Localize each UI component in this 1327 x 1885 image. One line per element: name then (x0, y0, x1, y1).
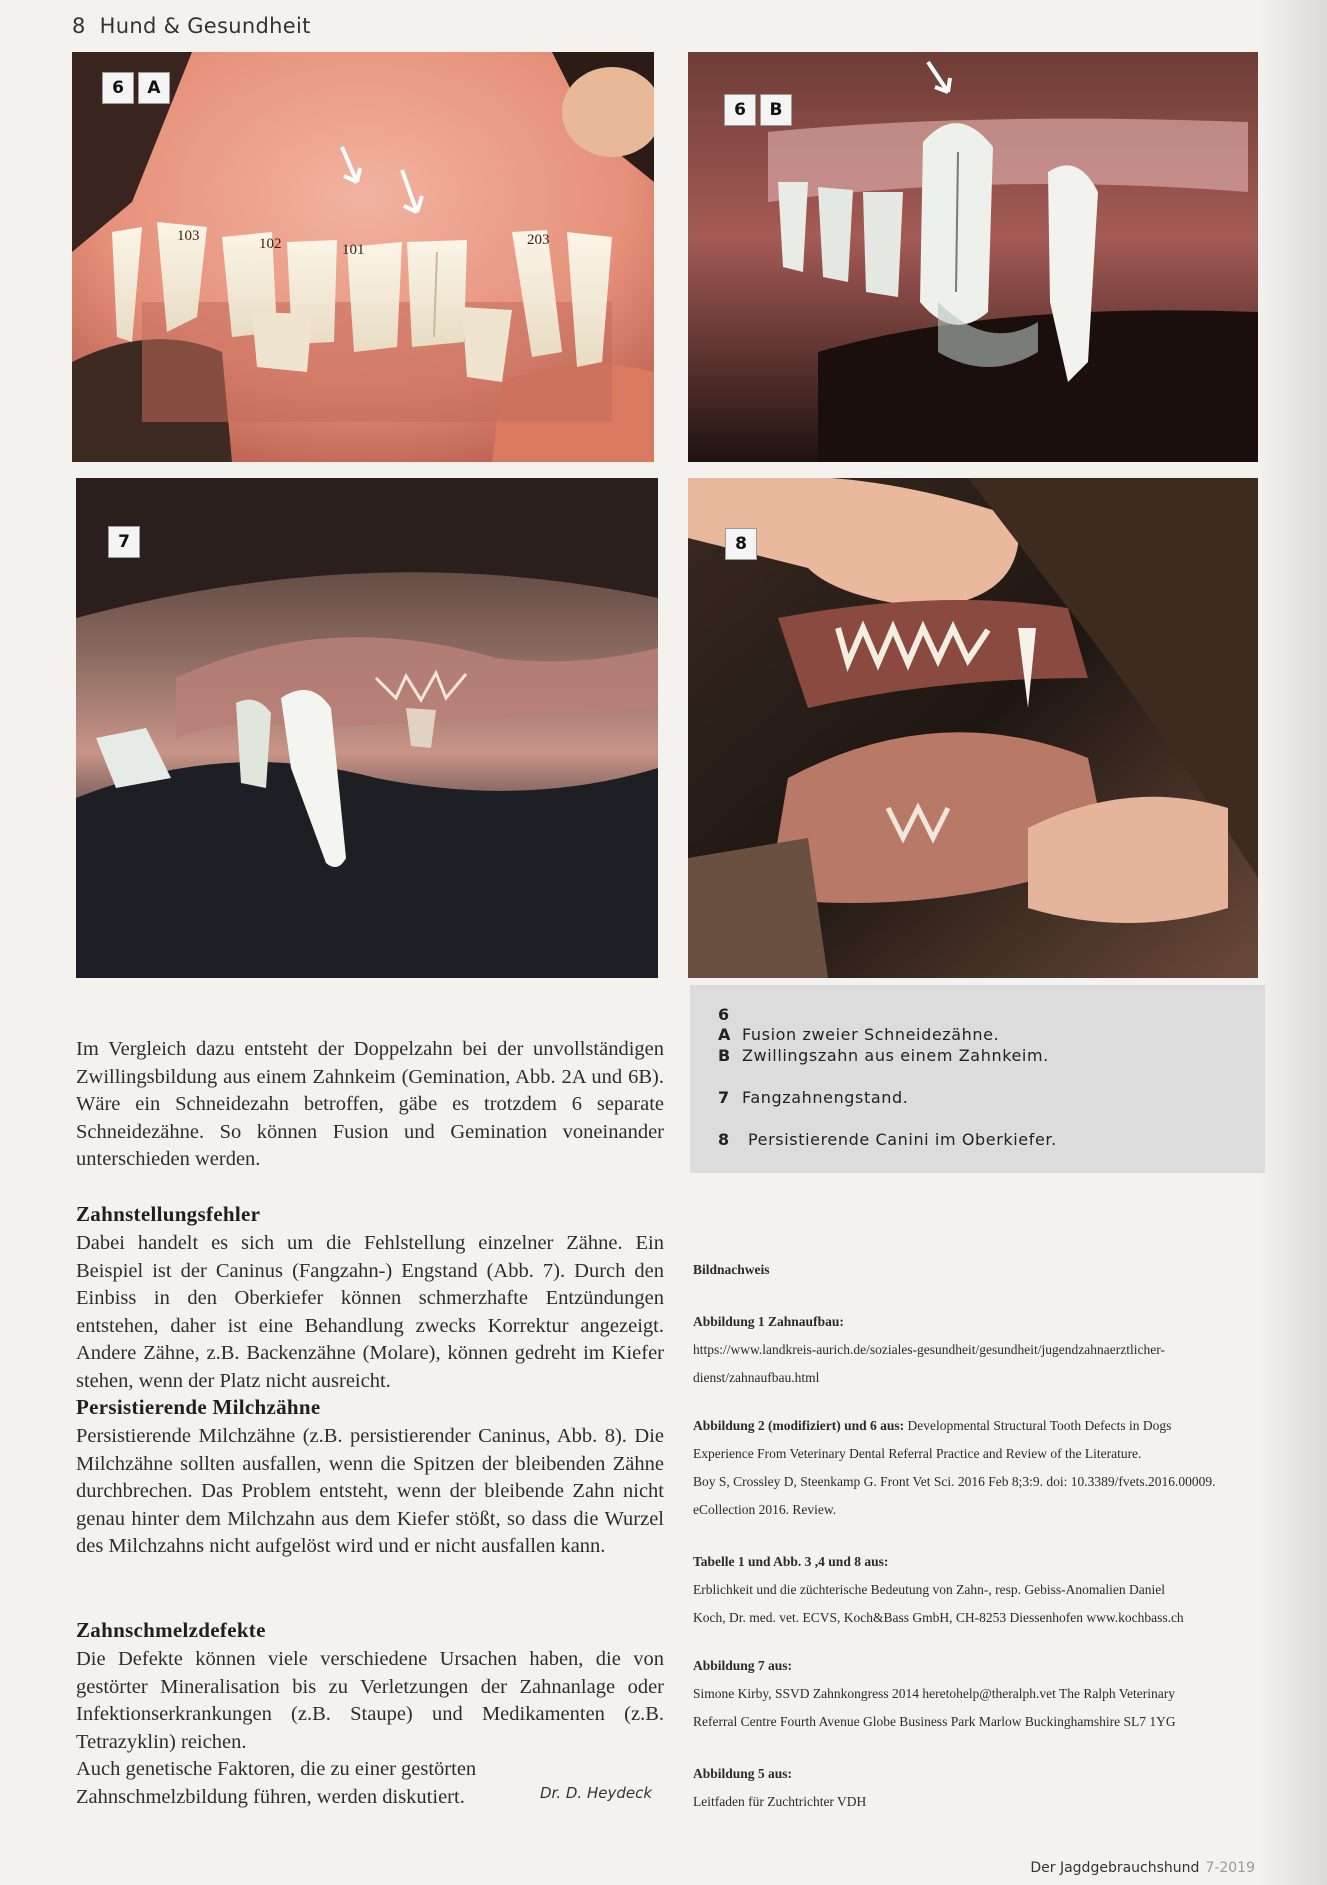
caption-item (718, 1025, 999, 1044)
credit-line: https://www.landkreis-aurich.de/soziales-gesundheit/gesundheit/jugendzahnaerztlicher- (693, 1342, 1165, 1357)
credit-entry (693, 1760, 1253, 1816)
page-number: 8 (72, 14, 86, 38)
photo-7-canine-crowding (76, 478, 658, 978)
caption-key: A (718, 1025, 731, 1044)
caption-item (718, 1130, 1057, 1149)
credit-entry (693, 1308, 1253, 1392)
section-text-continued: Auch genetische Faktoren, die zu einer gestörten Zahnschmelzbildung führen, werden diskutiert. (76, 1758, 477, 1808)
section-text: Die Defekte können viele verschiedene Ursachen haben, die von gestörter Mineralisation bis zu Verletzungen der Zahnanlage oder Infektionserkrankungen (z.B. Staupe) und Medikamenten (z.B. Tetrazyklin) reichen. (76, 1648, 664, 1753)
magazine-name: Der Jagdgebrauchshund (1030, 1860, 1200, 1876)
credit-line: Referral Centre Fourth Avenue Globe Business Park Marlow Buckinghamshire SL7 1YG (693, 1714, 1176, 1729)
caption-key: 7 (718, 1088, 730, 1107)
figure-badge-7 (108, 526, 140, 558)
badge-number: 7 (108, 526, 140, 558)
section-title: Hund & Gesundheit (99, 14, 311, 38)
photo-8-persistent-canines (688, 478, 1258, 978)
badge-number: 8 (725, 528, 757, 560)
page-footer (1030, 1860, 1255, 1876)
figure-badge-6a (102, 72, 170, 104)
caption-group-number: 6 (718, 1005, 730, 1024)
figure-caption-box (690, 985, 1265, 1173)
credit-entry (693, 1548, 1253, 1632)
page-edge-shadow (1257, 0, 1327, 1885)
caption-group (718, 1005, 742, 1024)
credits-title: Bildnachweis (693, 1262, 770, 1277)
badge-number: 6 (724, 94, 756, 126)
caption-item (718, 1088, 908, 1107)
credit-line: eCollection 2016. Review. (693, 1502, 837, 1517)
credits-heading (693, 1262, 1253, 1278)
figure-badge-6b (724, 94, 792, 126)
photo-6a-fused-incisors (72, 52, 654, 462)
badge-letter: B (760, 94, 792, 126)
credit-title: Abbildung 5 aus: (693, 1766, 793, 1781)
credit-title: Tabelle 1 und Abb. 3 ,4 und 8 aus: (693, 1554, 889, 1569)
tooth-label: 203 (527, 232, 550, 248)
credit-entry (693, 1412, 1253, 1524)
caption-text: Fangzahnengstand. (742, 1088, 909, 1107)
photo-6b-twin-tooth (688, 52, 1258, 462)
caption-text: Fusion zweier Schneidezähne. (742, 1025, 1000, 1044)
credit-title: Abbildung 7 aus: (693, 1658, 793, 1673)
credit-line: Developmental Structural Tooth Defects in Dogs (907, 1418, 1172, 1433)
figure-badge-8 (725, 528, 757, 560)
credit-title: Abbildung 1 Zahnaufbau: (693, 1314, 844, 1329)
section-heading: Persistierende Milchzähne (76, 1395, 321, 1419)
credit-line: dienst/zahnaufbau.html (693, 1370, 820, 1385)
tooth-label: 101 (342, 242, 365, 258)
credit-line: Erblichkeit und die züchterische Bedeutung von Zahn-, resp. Gebiss-Anomalien Daniel (693, 1582, 1165, 1597)
caption-key: B (718, 1046, 731, 1065)
credit-line: Simone Kirby, SSVD Zahnkongress 2014 heretohelp@theralph.vet The Ralph Veterinary (693, 1686, 1175, 1701)
credit-line: Boy S, Crossley D, Steenkamp G. Front Vet Sci. 2016 Feb 8;3:9. doi: 10.3389/fvets.2016.00009. (693, 1474, 1216, 1489)
section-text: Dabei handelt es sich um die Fehlstellung einzelner Zähne. Ein Beispiel ist der Caninus (Fangzahn-) Engstand (Abb. 7). Durch den Einbiss in den Oberkiefer können schmerzhafte Entzündungen entstehen, daher ist eine Behandlung zwecks Korrektur angezeigt. Andere Zähne, z.B. Backenzähne (Molare), können gedreht im Kiefer stehen, wenn der Platz nicht ausreicht. (76, 1232, 664, 1392)
badge-number: 6 (102, 72, 134, 104)
caption-key: 8 (718, 1130, 730, 1149)
caption-text: Persistierende Canini im Oberkiefer. (748, 1130, 1057, 1149)
credit-title: Abbildung 2 (modifiziert) und 6 aus: (693, 1418, 905, 1433)
tooth-label: 102 (259, 236, 282, 252)
section-heading: Zahnschmelzdefekte (76, 1618, 266, 1642)
section-heading: Zahnstellungsfehler (76, 1202, 261, 1226)
caption-text: Zwillingszahn aus einem Zahnkeim. (742, 1046, 1049, 1065)
section-text: Persistierende Milchzähne (z.B. persistierender Caninus, Abb. 8). Die Milchzähne sollten ausfallen, wenn die Spitzen der bleibenden Zähne durchbrechen. Das Problem entsteht, wenn der bleibende Zahn nicht genau hinter dem Milchzahn aus dem Kiefer stößt, so dass die Wurzel des Milchzahns nicht aufgelöst wird und er nicht ausfallen kann. (76, 1425, 664, 1557)
article-intro: Im Vergleich dazu entsteht der Doppelzahn bei der unvollständigen Zwillingsbildung aus einem Zahnkeim (Gemination, Abb. 2A und 6B). Wäre ein Schneidezahn betroffen, gäbe es trotzdem 6 separate Schneidezähne. So können Fusion und Gemination voneinander unterschieden werden. (76, 1038, 664, 1170)
article-author: Dr. D. Heydeck (540, 1784, 653, 1802)
page-header (72, 14, 311, 38)
credit-line: Leitfaden für Zuchtrichter VDH (693, 1794, 867, 1809)
badge-letter: A (138, 72, 170, 104)
credit-line: Koch, Dr. med. vet. ECVS, Koch&Bass GmbH, CH-8253 Diessenhofen www.kochbass.ch (693, 1610, 1184, 1625)
caption-item (718, 1046, 1049, 1065)
credit-line: Experience From Veterinary Dental Referral Practice and Review of the Literature. (693, 1446, 1142, 1461)
issue-number: 7-2019 (1205, 1860, 1255, 1876)
tooth-label: 103 (177, 228, 200, 244)
credit-entry (693, 1652, 1253, 1736)
